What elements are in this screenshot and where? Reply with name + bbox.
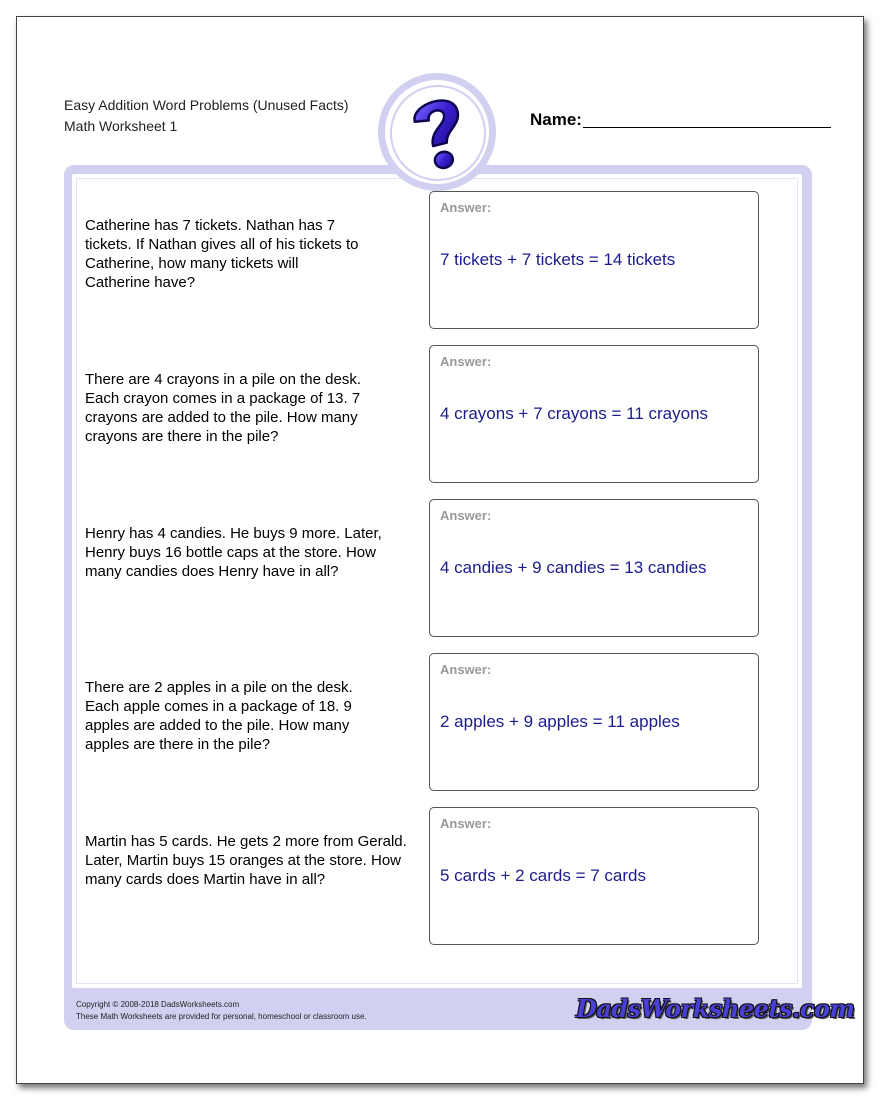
usage-notice: These Math Worksheets are provided for personal, homeschool or classroom use. [76, 1012, 367, 1021]
name-blank-line [583, 127, 831, 128]
answer-box-5[interactable] [429, 807, 759, 945]
answer-box-4[interactable] [429, 653, 759, 791]
answer-label: Answer: [440, 200, 492, 215]
answer-label: Answer: [440, 354, 492, 369]
answer-1-text: 7 tickets + 7 tickets = 14 tickets [440, 250, 676, 269]
worksheet-subtitle: Math Worksheet 1 [64, 118, 178, 134]
answer-box-1[interactable] [429, 191, 759, 329]
answer-box-3[interactable] [429, 499, 759, 637]
answer-label: Answer: [440, 508, 492, 523]
answer-3-text: 4 candies + 9 candies = 13 candies [440, 558, 707, 577]
answer-box-2[interactable] [429, 345, 759, 483]
answer-2-text: 4 crayons + 7 crayons = 11 crayons [440, 404, 709, 423]
worksheet-title: Easy Addition Word Problems (Unused Facts) [64, 97, 349, 113]
problem-1-text: Catherine has 7 tickets. Nathan has 7 tickets. If Nathan gives all of his tickets to Catherine, how many tickets will Catherine have? [85, 217, 359, 291]
problem-5-text: Martin has 5 cards. He gets 2 more from Gerald. Later, Martin buys 15 oranges at the store. How many cards does Martin have in all? [85, 833, 407, 888]
dadsworksheets-logo: DadsWorksheets.com [576, 994, 855, 1023]
problem-4-text: There are 2 apples in a pile on the desk. Each apple comes in a package of 18. 9 apples are added to the pile. How many apples are there in the pile? [85, 679, 353, 753]
problem-3-text: Henry has 4 candies. He buys 9 more. Later, Henry buys 16 bottle caps at the store. How many candies does Henry have in all? [85, 525, 382, 580]
answer-4-text: 2 apples + 9 apples = 11 apples [440, 712, 680, 731]
footer-copyright [76, 999, 367, 1023]
answer-label: Answer: [440, 662, 492, 677]
name-label: Name: [530, 110, 582, 129]
question-mark-icon [398, 88, 478, 176]
problem-2-text: There are 4 crayons in a pile on the desk. Each crayon comes in a package of 13. 7 crayons are added to the pile. How many crayons are there in the pile? [85, 371, 361, 445]
copyright-text: Copyright © 2008-2018 DadsWorksheets.com [76, 1000, 240, 1009]
answer-label: Answer: [440, 816, 492, 831]
answer-5-text: 5 cards + 2 cards = 7 cards [440, 866, 646, 885]
